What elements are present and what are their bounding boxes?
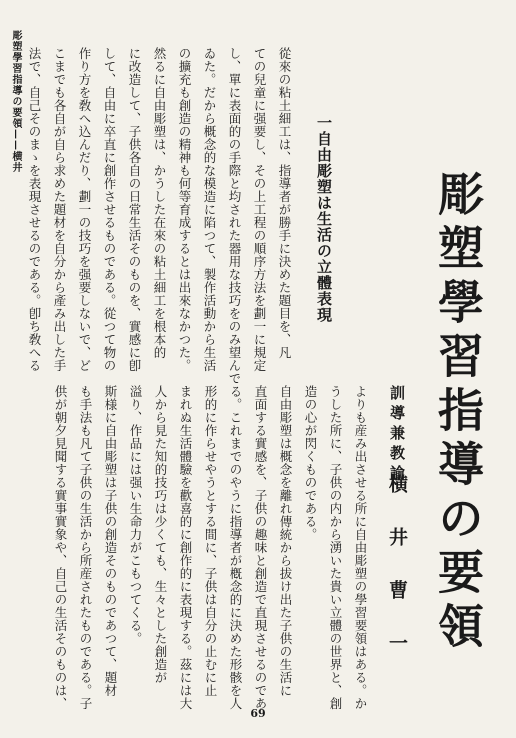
page-number: 69: [250, 707, 266, 720]
text-line: 然るに自由彫塑は、かうした在來の粘土細工を根本的: [152, 47, 167, 359]
text-line: 作り方を敎へ込んだり、劃一の技巧を强要しないで、ど: [77, 47, 92, 372]
text-line: して、自由に卒直に創作させるものである。從つて物の: [102, 47, 117, 372]
text-line: うした所に、子供の内から湧いた貴い立體の世界と、創: [328, 385, 343, 710]
text-line: 自由彫塑は概念を離れ傳統から拔け出た子供の生活に: [278, 385, 293, 697]
text-line: よりも産み出させる所に自由彫塑の學習要領はある。か: [353, 385, 368, 710]
text-line: 供が朝夕見聞する實事實象や、自己の生活そのものは、: [53, 385, 68, 710]
text-line: 直面する實感を、子供の趣味と創造で直現させるのであ: [253, 385, 268, 710]
text-line: 形的に作らせやうとする間に、子供は自分の止むに止: [203, 385, 218, 697]
text-line: し、單に表面的の手際と均された器用な技巧をのみ望んで: [227, 47, 242, 385]
article-title: 彫塑學習指導の要領: [431, 170, 485, 656]
text-line: 人から見た知的技巧は少くても、生々とした創造が: [153, 385, 168, 684]
text-line: も手法も凡て子供の生活から所産されたものである。子: [78, 385, 93, 710]
author-role: 訓導兼教諭: [388, 385, 406, 485]
text-line: 溢り、作品には强い生命力がこもつてくる。: [128, 385, 143, 645]
text-line: ての兒童に强要し、その上工程の順序方法を劃一に規定: [252, 47, 267, 372]
text-line: 造の心が閃くものである。: [303, 385, 318, 541]
author-name: 横井曹一: [386, 474, 408, 686]
text-line: 從來の粘土細工は、指導者が勝手に決めた題目を、凡: [277, 47, 292, 359]
text-line: に改造して、子供各自の日常生活そのものを、實感に卽: [127, 47, 142, 372]
text-line: ゐた。だから概念的な模造に陷つて、製作活動から生活: [202, 47, 217, 372]
text-line: の擴充も創造の精神も何等育成するとは出來なかつた。: [177, 47, 192, 372]
text-line: 斯様に自由彫塑は子供の創造そのものであつて、題材: [103, 385, 118, 697]
text-line: 法で、自己そのまゝを表現させるのである。卽ち敎へる: [27, 47, 42, 372]
text-line: こまでも各自が自ら求めた題材を自分から產み出した手: [52, 47, 67, 372]
text-line: る。これまでのやうに指導者が槪念的に決めた形骸を人: [228, 385, 243, 710]
running-head: 彫塑學習指導の要領——横井: [10, 30, 21, 173]
text-line: まれぬ生活體驗を歡喜的に創作的に表現する。茲には大: [178, 385, 193, 710]
section-heading: 一自由彫塑は生活の立體表現: [315, 115, 333, 323]
